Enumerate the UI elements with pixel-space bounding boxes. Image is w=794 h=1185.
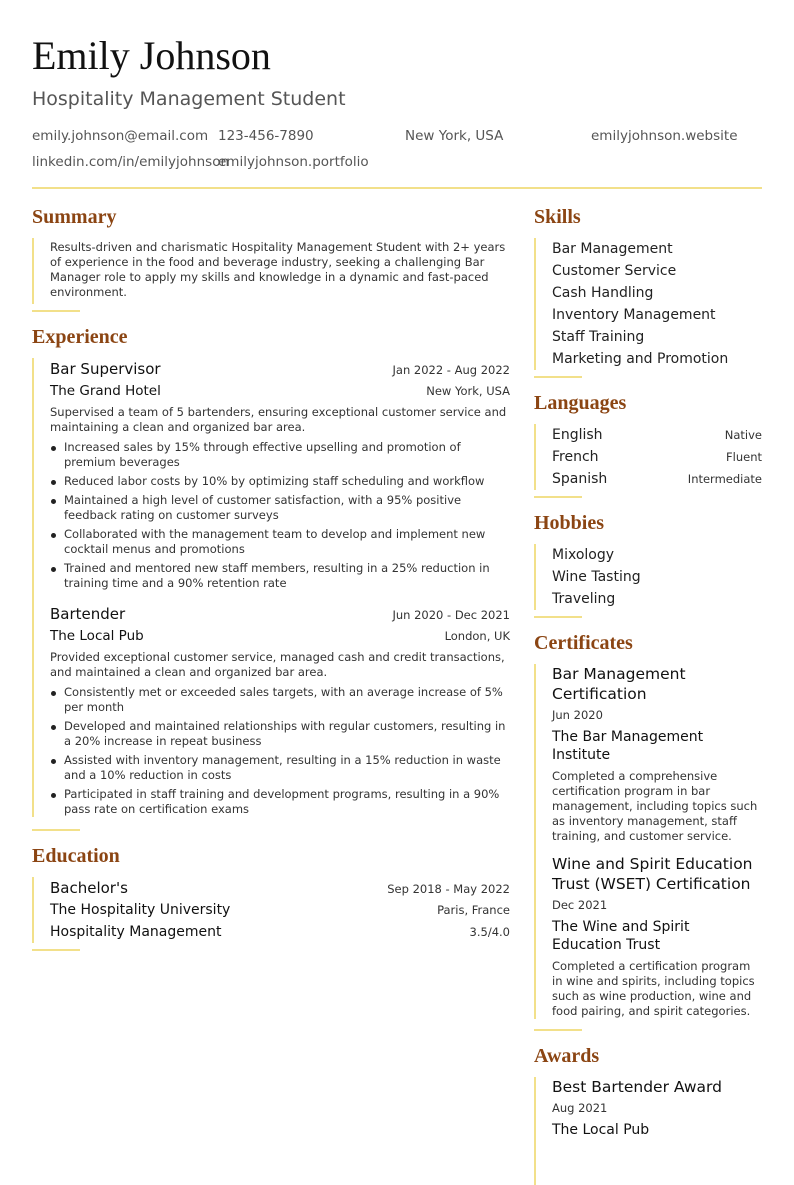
job-title: Bartender	[50, 605, 126, 623]
gpa: 3.5/4.0	[469, 925, 510, 939]
section-rule	[534, 376, 582, 378]
awards-section	[534, 1043, 762, 1185]
language-name: English	[552, 427, 603, 443]
summary-section	[32, 204, 510, 312]
job-location: London, UK	[444, 629, 510, 643]
section-rule	[32, 829, 80, 831]
hobby-item: Wine Tasting	[552, 569, 641, 585]
languages-title: Languages	[534, 392, 627, 414]
certificates-body	[534, 664, 762, 1019]
bullet-item: Reduced labor costs by 10% by optimizing staff scheduling and workflow	[50, 474, 510, 489]
job-company: The Grand Hotel	[50, 383, 161, 399]
hobbies-title: Hobbies	[534, 512, 605, 534]
bullet-item: Consistently met or exceeded sales targets, with an average increase of 5% per month	[50, 685, 510, 715]
languages-section	[534, 390, 762, 498]
job-description: Provided exceptional customer service, managed cash and credit transactions, and maintained a clean and organized bar area.	[50, 650, 505, 679]
field-of-study: Hospitality Management	[50, 924, 222, 940]
certificate-date: Jun 2020	[552, 708, 603, 722]
experience-title: Experience	[32, 326, 128, 348]
section-rule	[534, 616, 582, 618]
certificate-entry	[552, 664, 762, 844]
certificates-section	[534, 630, 762, 1031]
job-company: The Local Pub	[50, 628, 144, 644]
skill-item: Bar Management	[552, 241, 673, 257]
candidate-name: Emily Johnson	[32, 33, 271, 78]
job-location: New York, USA	[426, 384, 510, 398]
summary-text: Results-driven and charismatic Hospitality Management Student with 2+ years of experience in the food and beverage industry, seeking a challenging Bar Manager role to apply my skills and knowledge in a dynamic and fast-paced environment.	[50, 240, 506, 299]
contact-location: New York, USA	[405, 128, 504, 144]
language-row	[552, 468, 762, 490]
bullet-item: Trained and mentored new staff members, resulting in a 25% reduction in training time and a 90% retention rate	[50, 561, 510, 591]
bullet-item: Maintained a high level of customer satisfaction, with a 95% positive feedback rating on customer surveys	[50, 493, 510, 523]
summary-title: Summary	[32, 206, 117, 228]
skill-item: Inventory Management	[552, 307, 716, 323]
hobby-item: Mixology	[552, 547, 615, 563]
degree: Bachelor's	[50, 879, 128, 897]
hobbies-section	[534, 510, 762, 618]
education-body	[32, 877, 510, 943]
certificates-title: Certificates	[534, 632, 633, 654]
contact-portfolio[interactable]: emilyjohnson.portfolio	[218, 154, 369, 170]
certificate-date: Dec 2021	[552, 898, 608, 912]
education-section	[32, 843, 510, 951]
certificate-entry	[552, 854, 762, 1019]
skill-item: Cash Handling	[552, 285, 654, 301]
bullet-item: Collaborated with the management team to develop and implement new cocktail menus and promotions	[50, 527, 510, 557]
job-dates: Jun 2020 - Dec 2021	[392, 608, 510, 622]
award-name: Best Bartender Award	[552, 1078, 722, 1096]
language-row	[552, 446, 762, 468]
job-bullets	[50, 440, 510, 591]
skills-section	[534, 204, 762, 378]
awards-title: Awards	[534, 1045, 600, 1067]
job-title: Bar Supervisor	[50, 360, 161, 378]
language-level: Intermediate	[687, 472, 762, 486]
contact-website[interactable]: emilyjohnson.website	[591, 128, 738, 144]
job-bullets	[50, 685, 510, 817]
skill-item: Marketing and Promotion	[552, 351, 729, 367]
experience-section	[32, 324, 510, 831]
languages-body	[534, 424, 762, 490]
language-name: Spanish	[552, 471, 608, 487]
certificate-name: Bar Management Certification	[552, 665, 686, 703]
education-dates: Sep 2018 - May 2022	[387, 882, 510, 896]
skill-item: Customer Service	[552, 263, 677, 279]
certificate-description: Completed a comprehensive certification program in bar management, including topics such as inventory management, staff training, and customer service.	[552, 769, 758, 843]
bullet-item: Increased sales by 15% through effective upselling and promotion of premium beverages	[50, 440, 510, 470]
certificate-issuer: The Wine and Spirit Education Trust	[552, 919, 690, 953]
education-title: Education	[32, 845, 120, 867]
experience-body	[32, 358, 510, 817]
language-level: Native	[724, 428, 762, 442]
school-location: Paris, France	[437, 903, 510, 917]
skills-body	[534, 238, 762, 370]
certificate-issuer: The Bar Management Institute	[552, 729, 704, 763]
candidate-role: Hospitality Management Student	[32, 88, 346, 110]
section-rule	[534, 1029, 582, 1031]
bullet-item: Assisted with inventory management, resulting in a 15% reduction in waste and a 10% reduction in costs	[50, 753, 510, 783]
certificate-name: Wine and Spirit Education Trust (WSET) Certification	[552, 855, 753, 893]
side-column	[534, 204, 762, 1185]
awards-body	[534, 1077, 762, 1185]
language-row	[552, 424, 762, 446]
school-name: The Hospitality University	[50, 902, 231, 918]
job-entry	[50, 358, 510, 591]
language-name: French	[552, 449, 599, 465]
contact-email[interactable]: emily.johnson@email.com	[32, 128, 209, 144]
skill-item: Staff Training	[552, 329, 645, 345]
language-level: Fluent	[726, 450, 762, 464]
skills-title: Skills	[534, 206, 581, 228]
bullet-item: Developed and maintained relationships with regular customers, resulting in a 20% increase in repeat business	[50, 719, 510, 749]
header-divider	[32, 187, 762, 189]
award-date: Aug 2021	[552, 1101, 608, 1115]
section-rule	[32, 949, 80, 951]
hobby-item: Traveling	[552, 591, 616, 607]
summary-body	[32, 238, 510, 304]
award-issuer: The Local Pub	[552, 1122, 650, 1138]
job-description: Supervised a team of 5 bartenders, ensuring exceptional customer service and maintaining a clean and organized bar area.	[50, 405, 507, 434]
contact-phone: 123-456-7890	[218, 128, 314, 144]
section-rule	[534, 496, 582, 498]
hobbies-body	[534, 544, 762, 610]
section-rule	[32, 310, 80, 312]
contact-linkedin[interactable]: linkedin.com/in/emilyjohnson	[32, 154, 230, 170]
job-entry	[50, 603, 510, 817]
job-dates: Jan 2022 - Aug 2022	[392, 363, 510, 377]
bullet-item: Participated in staff training and development programs, resulting in a 90% pass rate on certification exams	[50, 787, 510, 817]
main-column	[32, 204, 510, 963]
certificate-description: Completed a certification program in wine and spirits, including topics such as wine production, wine and food pairing, and spirit categories.	[552, 959, 755, 1018]
